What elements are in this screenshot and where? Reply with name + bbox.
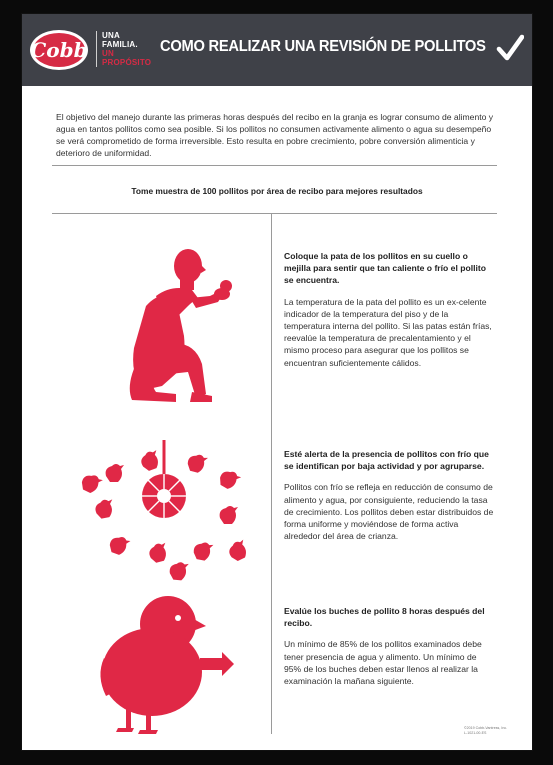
chick-icon [192, 541, 213, 562]
divider-top [52, 165, 497, 166]
tagline-line-1: UNA FAMILIA. [102, 31, 138, 49]
section-body: Pollitos con frío se refleja en reducción de consumo de alimento y agua, por consiguiente, reduciendo la tasa de crecimiento. Los pollitos deben estar distribuidos de forma uniforme y moviéndose de forma activa alrededor del área de crianza. [284, 482, 494, 542]
tagline-line-2: UN PROPÓSITO [102, 49, 152, 67]
copyright-line: ©2019 Cobb-Vantress, Inc. [464, 726, 508, 730]
section-crop-fill [284, 605, 496, 687]
cobb-logo [28, 28, 90, 72]
section-foot-temperature [284, 250, 496, 369]
section-heading: Esté alerta de la presencia de pollitos con frío que se identifican por baja actividad y por agruparse. [284, 449, 489, 472]
check-icon [496, 34, 524, 62]
chick-icon [94, 498, 115, 519]
chick-icon [217, 467, 242, 492]
section-body: Un mínimo de 85% de los pollitos examinados debe tener presencia de agua y alimento. Un mínimo de 95% de los buches deben estar llenos al realizar la examinación la mañana siguiente. [284, 639, 482, 687]
section-cold-chicks [284, 448, 496, 542]
chick-icon [169, 561, 189, 581]
intro-paragraph: El objetivo del manejo durante las primeras horas después del recibo en la granja es lograr consumo de alimento y agua en tantos pollitos como sea posible. Si los pollitos no consumen activamente alimento o agua su desempeño se verá comprometido de forma irreversible. Esto resulta en pobre crecimiento, pobre conversión alimenticia y deterioro de uniformidad. [56, 111, 494, 159]
header-band [22, 14, 532, 86]
divider-middle [52, 213, 497, 214]
sample-note: Tome muestra de 100 pollitos por área de recibo para mejores resultados [131, 186, 423, 196]
document-code: L-1021-00-ES [464, 730, 487, 735]
person-holding-chick-icon [106, 236, 238, 408]
chick-icon [220, 506, 238, 524]
chick-icon [106, 464, 124, 482]
column-divider [271, 214, 272, 734]
chick-icon [79, 471, 103, 495]
page-title: COMO REALIZAR UNA REVISIÓN DE POLLITOS [160, 38, 486, 55]
chick-icon [147, 542, 169, 564]
section-heading: Coloque la pata de los pollitos en su cuello o mejilla para sentir que tan caliente o frío el pollito se encuentra. [284, 251, 486, 286]
footer-copyright [464, 726, 524, 735]
chick-icon [107, 534, 130, 557]
chick-icon [139, 449, 162, 472]
brand-tagline [96, 31, 154, 67]
chick-icon [186, 452, 208, 474]
section-heading: Evalúe los buches de pollito 8 horas después del recibo. [284, 606, 485, 629]
section-body: La temperatura de la pata del pollito es un ex-celente indicador de la temperatura del piso y de la temperatura interna del pollito. Si las patas están frías, reevalúe la temperatura de precalentamiento y el mismo proceso para asegurar que los pollitos se encuentran suficientemente cálidos. [284, 296, 492, 368]
chicks-around-brooder-icon [78, 434, 248, 582]
chick-crop-arrow-icon [82, 588, 242, 738]
document-page [22, 14, 532, 750]
svg-text:Cobb: Cobb [30, 38, 88, 62]
chick-icon [226, 539, 248, 563]
